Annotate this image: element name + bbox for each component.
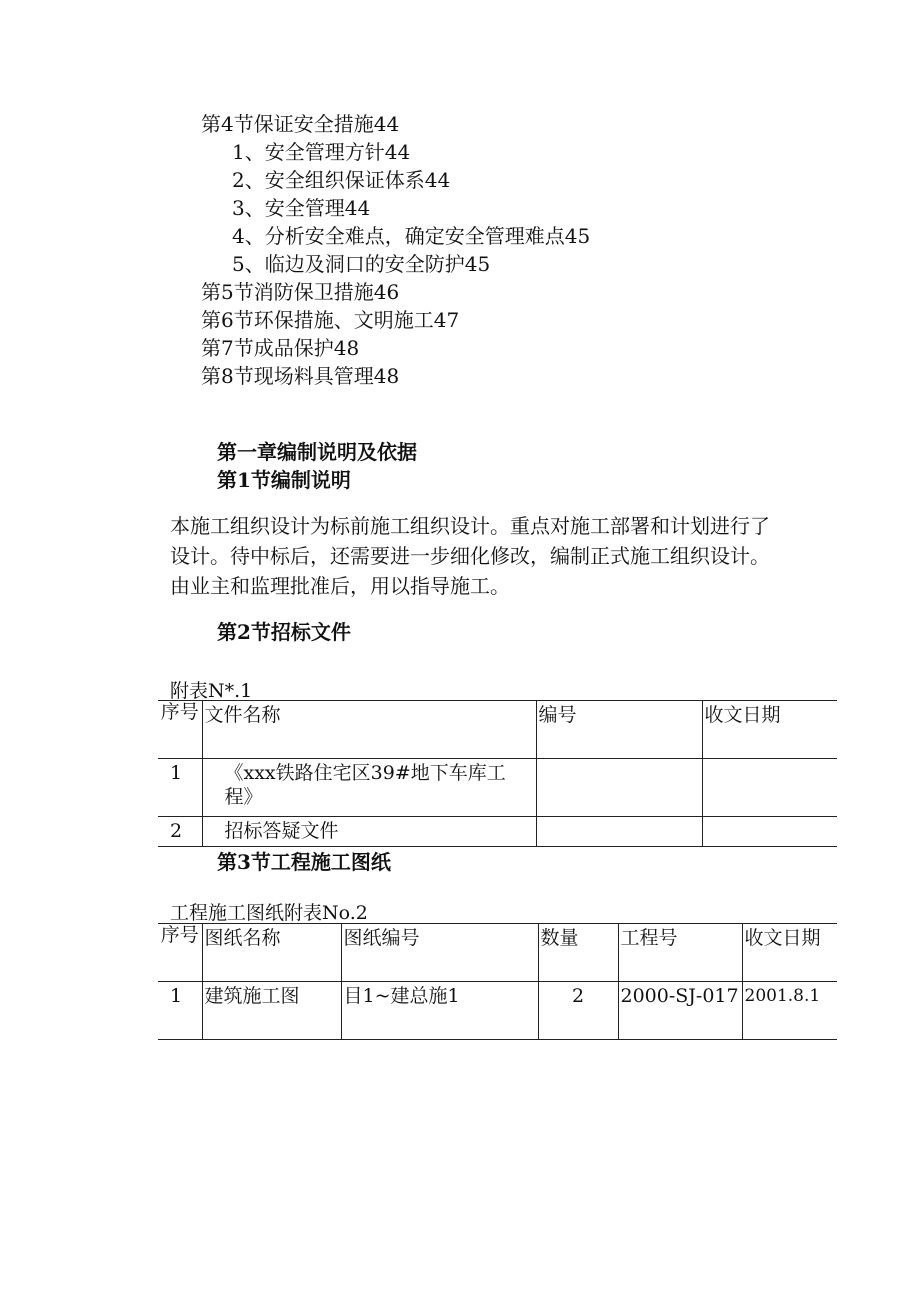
table-header-row bbox=[158, 701, 837, 759]
cell-received-date: 2001.8.1 bbox=[742, 982, 837, 1040]
cell-received-date bbox=[702, 817, 837, 847]
toc-section-4: 第4节保证安全措施44 bbox=[201, 112, 400, 136]
toc-item-3: 3、安全管理44 bbox=[232, 196, 371, 220]
drawings-table bbox=[158, 923, 837, 1040]
table-header-row bbox=[158, 924, 837, 982]
toc-item-5: 5、临边及洞口的安全防护45 bbox=[232, 252, 491, 276]
toc-item-2: 2、安全组织保证体系44 bbox=[232, 168, 451, 192]
cell-seq: 2 bbox=[158, 817, 202, 847]
toc-section-5: 第5节消防保卫措施46 bbox=[201, 280, 400, 304]
cell-seq: 1 bbox=[158, 759, 202, 817]
toc-section-8: 第8节现场料具管理48 bbox=[201, 364, 400, 388]
cell-project-number: 2000-SJ-017 bbox=[618, 982, 742, 1040]
table-row bbox=[158, 982, 837, 1040]
paragraph-line-3: 由业主和监理批准后，用以指导施工。 bbox=[170, 574, 510, 598]
toc-section-7: 第7节成品保护48 bbox=[201, 336, 360, 360]
cell-doc-name: 《xxx铁路住宅区39#地下车库工程》 bbox=[202, 759, 536, 817]
cell-number bbox=[536, 817, 702, 847]
header-number: 编号 bbox=[536, 701, 702, 759]
table-row bbox=[158, 759, 837, 817]
cell-quantity: 2 bbox=[538, 982, 618, 1040]
cell-received-date bbox=[702, 759, 837, 817]
table1-caption: 附表N*.1 bbox=[170, 680, 253, 702]
section-2-title: 第2节招标文件 bbox=[217, 620, 351, 644]
table-row bbox=[158, 817, 837, 847]
header-seq: 序号 bbox=[158, 924, 202, 982]
header-quantity: 数量 bbox=[538, 924, 618, 982]
chapter-title: 第一章编制说明及依据 bbox=[217, 440, 417, 464]
section-3-title: 第3节工程施工图纸 bbox=[217, 850, 391, 874]
header-received-date: 收文日期 bbox=[742, 924, 837, 982]
paragraph-line-2: 设计。待中标后，还需要进一步细化修改，编制正式施工组织设计。 bbox=[170, 544, 770, 568]
header-seq: 序号 bbox=[158, 701, 202, 759]
cell-number bbox=[536, 759, 702, 817]
bid-documents-table bbox=[158, 700, 837, 847]
header-drawing-number: 图纸编号 bbox=[341, 924, 538, 982]
paragraph-line-1: 本施工组织设计为标前施工组织设计。重点对施工部署和计划进行了 bbox=[170, 514, 770, 538]
header-doc-name: 文件名称 bbox=[202, 701, 536, 759]
header-received-date: 收文日期 bbox=[702, 701, 837, 759]
cell-doc-name: 招标答疑文件 bbox=[202, 817, 536, 847]
cell-seq: 1 bbox=[158, 982, 202, 1040]
table2-caption: 工程施工图纸附表No.2 bbox=[170, 902, 368, 924]
toc-item-4: 4、分析安全难点，确定安全管理难点45 bbox=[232, 224, 591, 248]
header-drawing-name: 图纸名称 bbox=[202, 924, 341, 982]
section-1-title: 第1节编制说明 bbox=[217, 468, 351, 492]
cell-drawing-number: 目1~建总施1 bbox=[341, 982, 538, 1040]
header-project-number: 工程号 bbox=[618, 924, 742, 982]
toc-item-1: 1、安全管理方针44 bbox=[232, 140, 411, 164]
cell-drawing-name: 建筑施工图 bbox=[202, 982, 341, 1040]
toc-section-6: 第6节环保措施、文明施工47 bbox=[201, 308, 460, 332]
